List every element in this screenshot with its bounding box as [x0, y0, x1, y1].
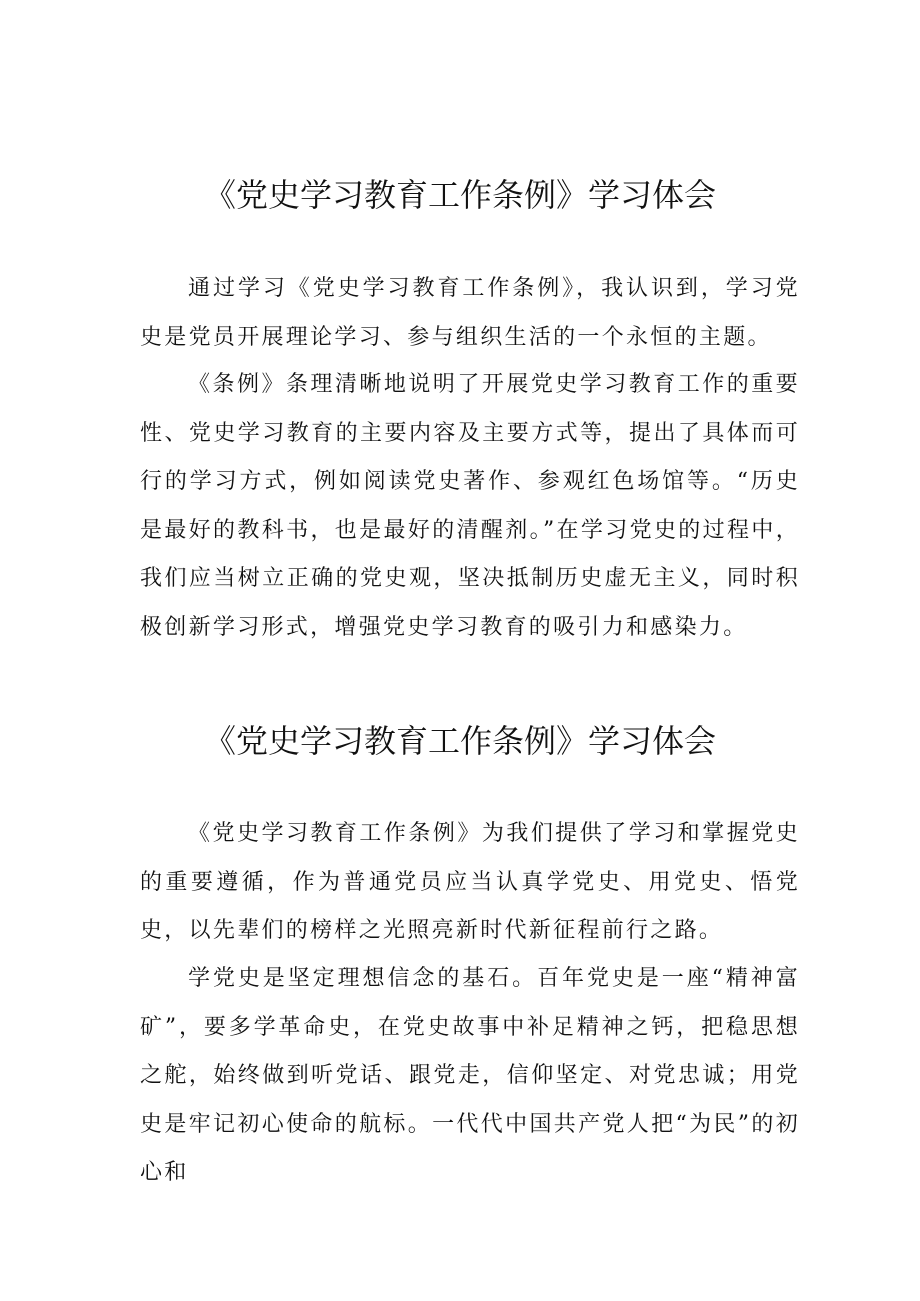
section-1-title: 《党史学习教育工作条例》学习体会: [203, 176, 716, 214]
section-2-title: 《党史学习教育工作条例》学习体会: [203, 722, 716, 760]
section-2-paragraph-2: 学党史是坚定理想信念的基石。百年党史是一座“精神富矿”，要多学革命史，在党史故事中补足精神之钙，把稳思想之舵，始终做到听党话、跟党走，信仰坚定、对党忠诚；用党史是牢记初心使命的航标。一代代中国共产党人把“为民”的初心和: [140, 966, 800, 1185]
section-2-paragraph-1: 《党史学习教育工作条例》为我们提供了学习和掌握党史的重要遵循，作为普通党员应当认真学党史、用党史、悟党史，以先辈们的榜样之光照亮新时代新征程前行之路。: [140, 821, 800, 943]
section-1-paragraph-1: 通过学习《党史学习教育工作条例》，我认识到，学习党史是党员开展理论学习、参与组织生活的一个永恒的主题。: [140, 276, 800, 350]
section-1-paragraph-2: 《条例》条理清晰地说明了开展党史学习教育工作的重要性、党史学习教育的主要内容及主要方式等，提出了具体而可行的学习方式，例如阅读党史著作、参观红色场馆等。“历史是最好的教科书，也是最好的清醒剂。”在学习党史的过程中，我们应当树立正确的党史观，坚决抵制历史虚无主义，同时积极创新学习形式，增强党史学习教育的吸引力和感染力。: [140, 372, 800, 640]
